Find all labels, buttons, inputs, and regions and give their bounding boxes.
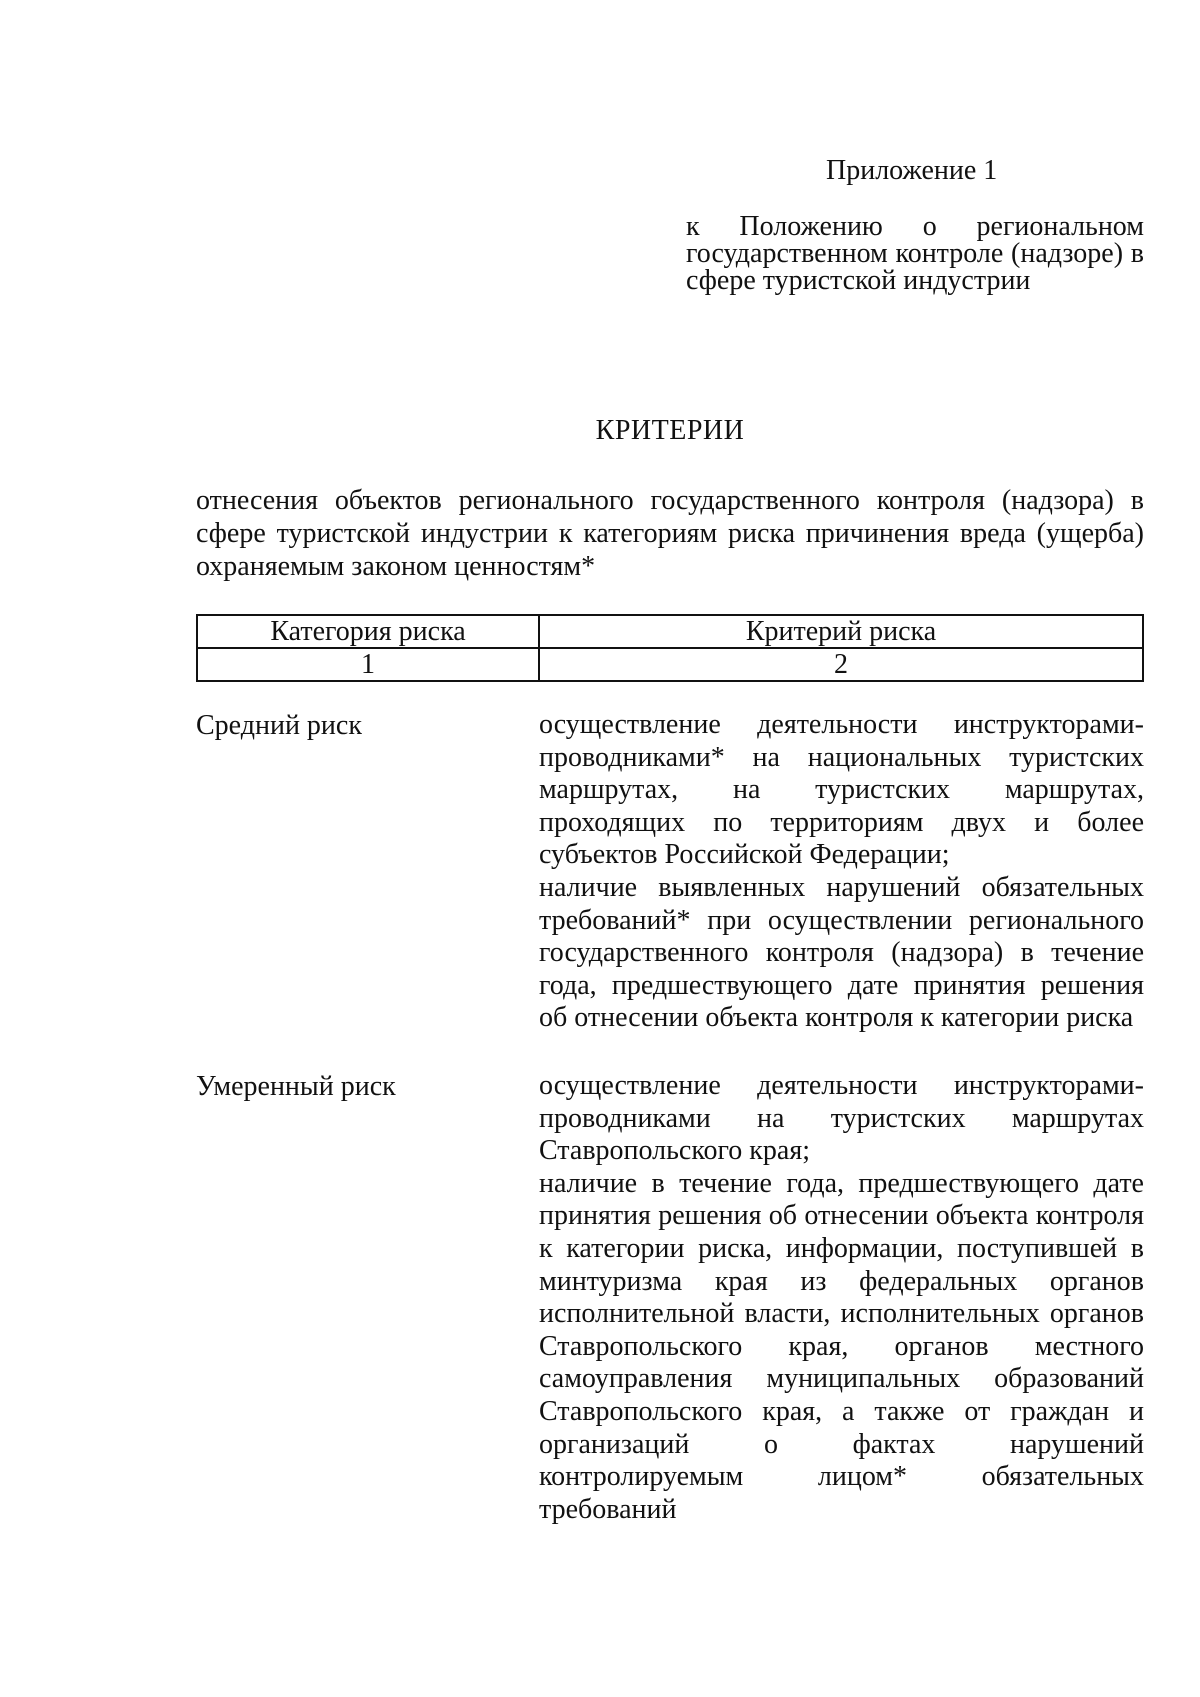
risk-criteria-moderate [539, 1070, 1144, 1526]
criterion-text: наличие в течение года, предшествующего дате принятия решения об отнесении объекта контроля к категории риска, информации, поступившей в минтуризма края из федеральных органов исполнительной власти, исполнительных органов Ставропольского края, органов местного самоуправления муниципальных образований Ставропольского края, а также от граждан и организаций о фактах нарушений контролируемым лицом* обязательных требований [539, 1167, 1144, 1525]
risk-category-moderate: Умеренный риск [196, 1071, 396, 1102]
criterion-text: осуществление деятельности инструкторами-проводниками на туристских маршрутах Ставропольского края; [539, 1070, 1144, 1167]
risk-category-medium: Средний риск [196, 710, 362, 741]
criterion-text: наличие выявленных нарушений обязательных требований* при осуществлении регионального государственного контроля (надзора) в течение года, предшествующего дате принятия решения об отнесении объекта контроля к категории риска [539, 871, 1144, 1034]
risk-criteria-medium [539, 709, 1144, 1035]
appendix-subtitle: к Положению о региональном государственном контроле (надзоре) в сфере туристской индустрии [686, 211, 1144, 296]
criterion-text: осуществление деятельности инструкторами-проводниками* на национальных туристских маршрутах, на туристских маршрутах, проходящих по территориям двух и более субъектов Российской Федерации; [539, 709, 1144, 871]
document-subtitle: отнесения объектов регионального государственного контроля (надзора) в сфере туристской индустрии к категориям риска причинения вреда (ущерба) охраняемым законом ценностям* [196, 485, 1144, 582]
document-title: КРИТЕРИИ [595, 415, 745, 446]
column-number-1: 1 [197, 648, 539, 681]
risk-table-header [196, 614, 1144, 682]
table-number-row [197, 648, 1143, 681]
header-risk-category: Категория риска [197, 615, 539, 648]
column-number-2: 2 [539, 648, 1143, 681]
header-risk-criterion: Критерий риска [539, 615, 1143, 648]
appendix-title: Приложение 1 [826, 155, 998, 186]
table-header-row [197, 615, 1143, 648]
